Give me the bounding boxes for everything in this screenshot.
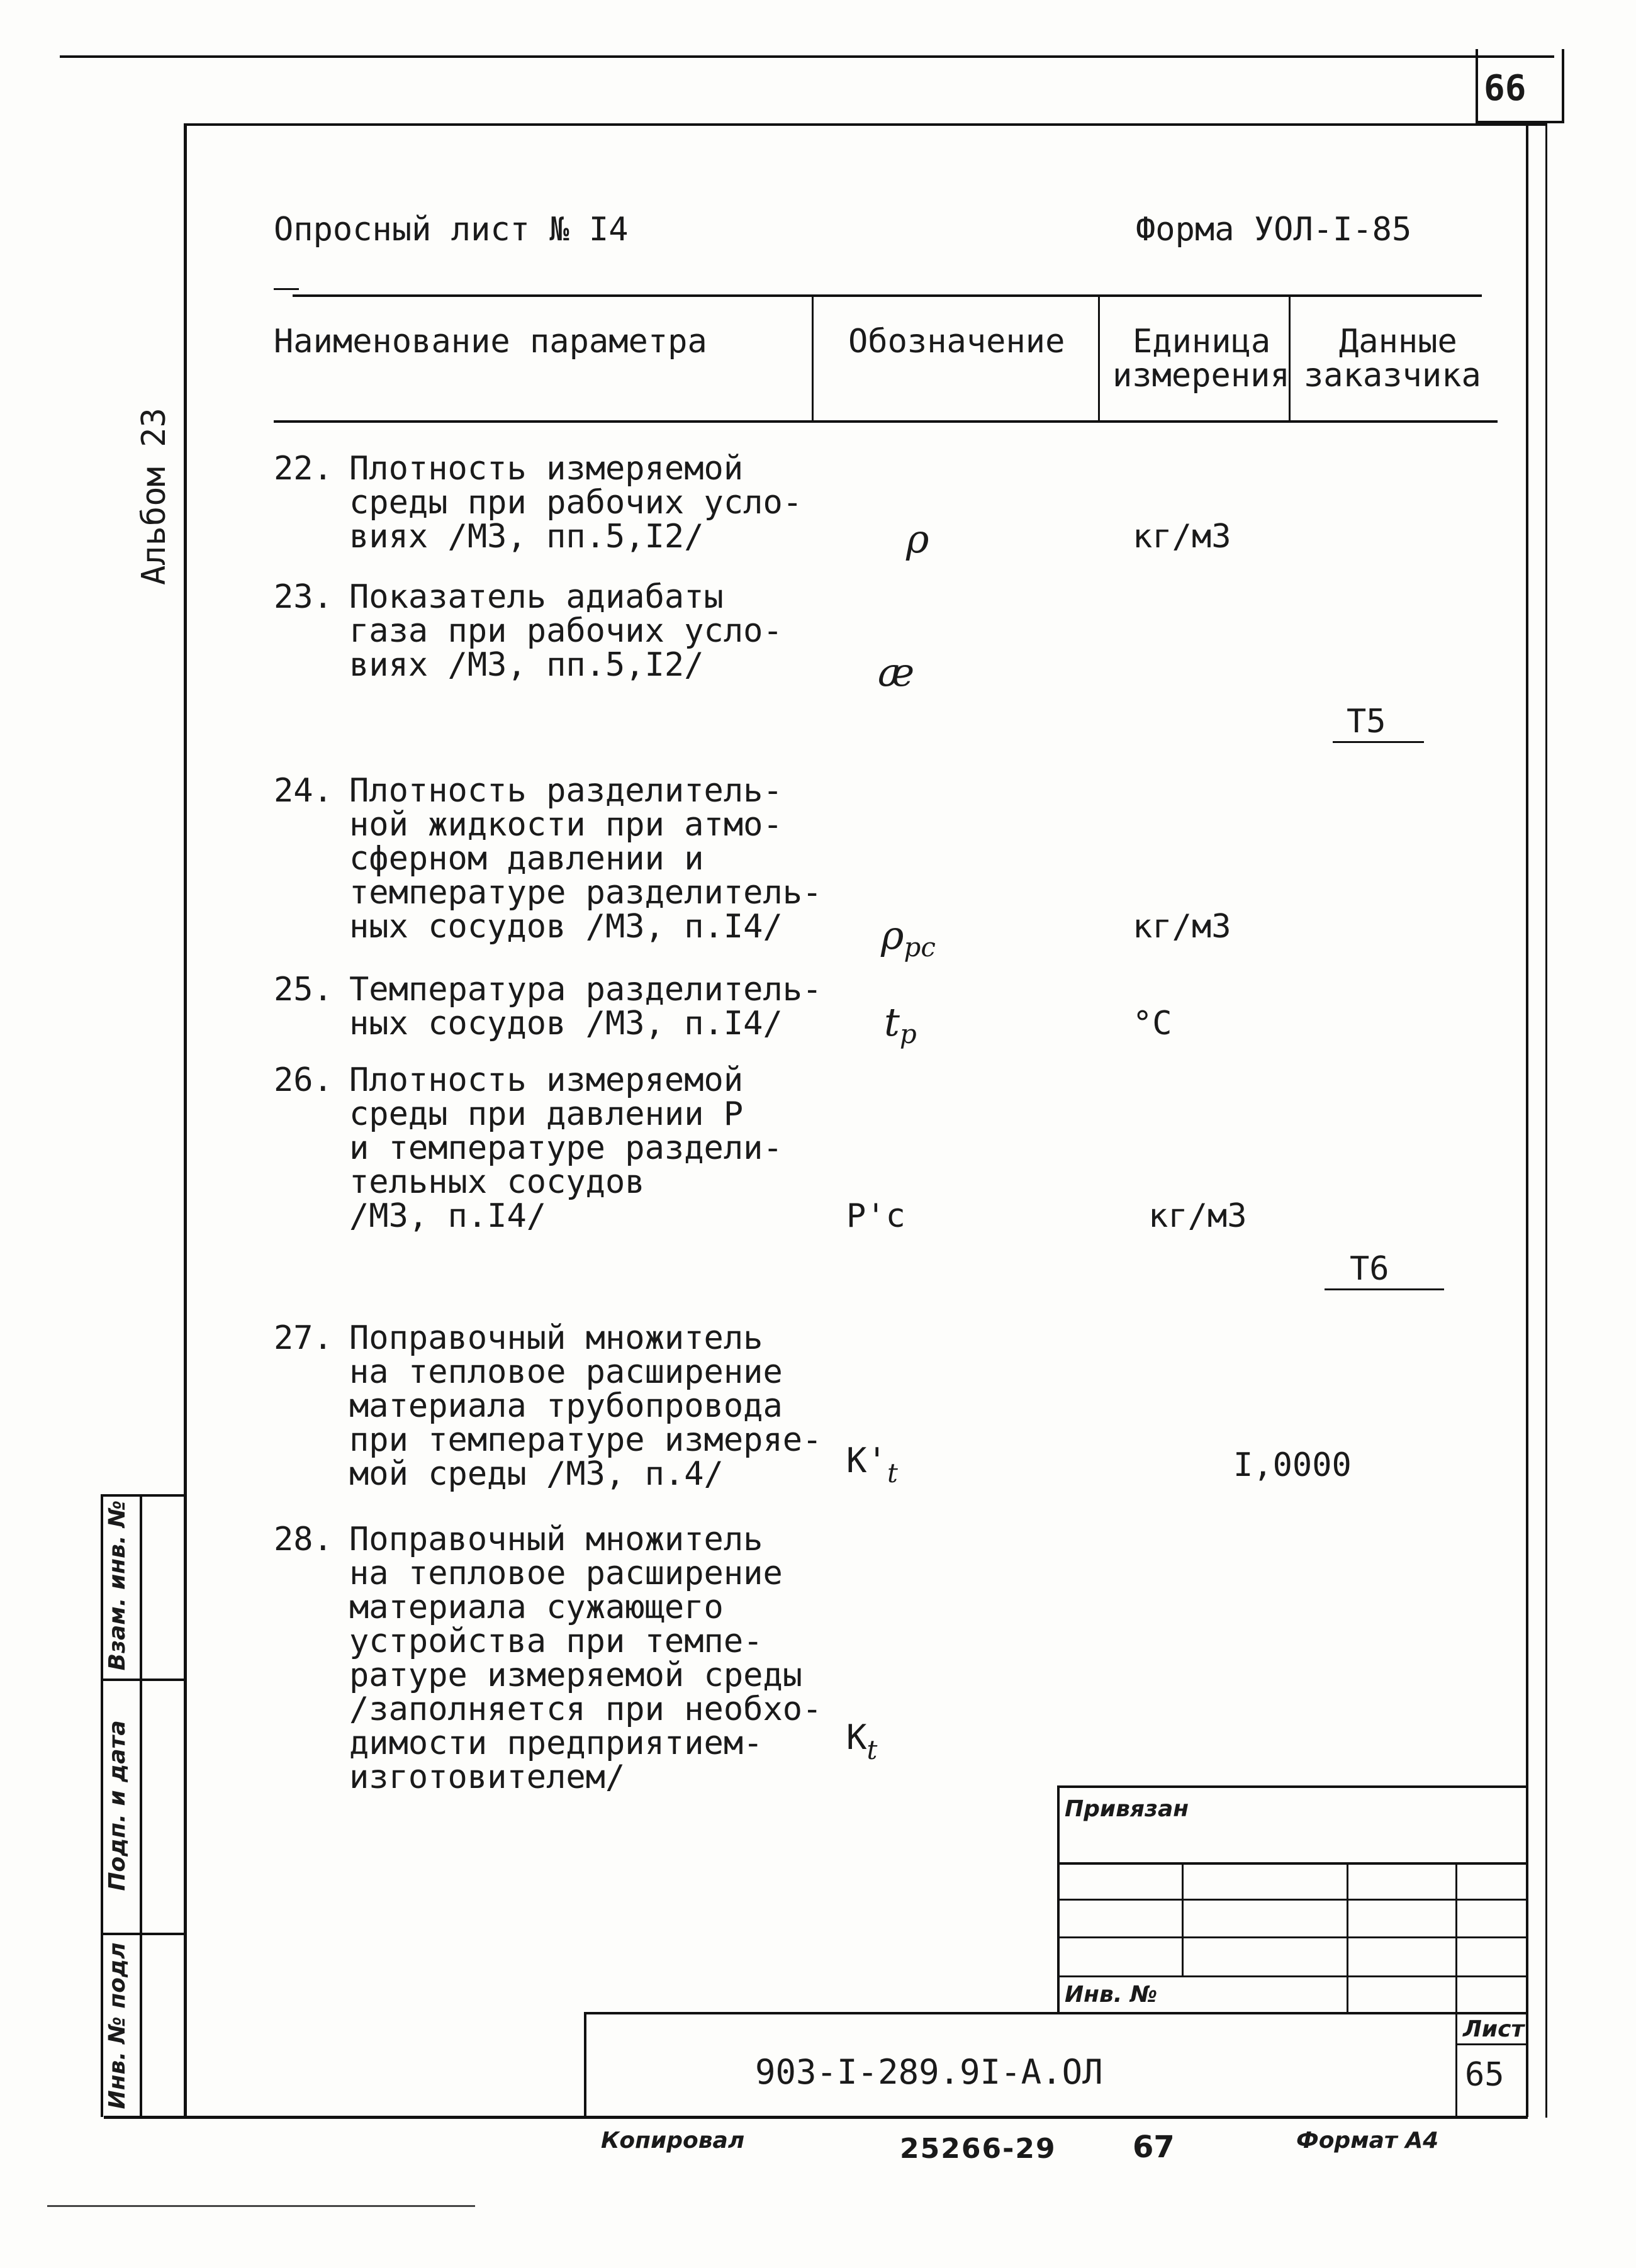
item-25-num: 25. <box>274 971 333 1008</box>
item-28-line-6: /заполняется при необхо- <box>349 1690 822 1728</box>
inner-left-border <box>184 126 187 2117</box>
footer-format: Формат А4 <box>1296 2128 1439 2153</box>
item-25-line-2: ных сосудов /МЗ, п.I4/ <box>349 1005 783 1042</box>
item-26-line-1: Плотность измеряемой <box>349 1061 744 1099</box>
item-28-symbol: Кt <box>846 1718 878 1765</box>
page-title: Опросный лист № I4 <box>274 211 629 249</box>
top-border <box>60 55 1554 58</box>
stamp-podp: Подп. и дата <box>104 1720 130 1891</box>
item-26-num: 26. <box>274 1061 333 1099</box>
item-27-line-5: мой среды /МЗ, п.4/ <box>349 1455 724 1493</box>
item-27-num: 27. <box>274 1319 333 1357</box>
col-header-data-2: заказчика <box>1304 357 1481 394</box>
item-24-line-5: ных сосудов /МЗ, п.I4/ <box>349 908 783 946</box>
item-26-line-5: /МЗ, п.I4/ <box>349 1197 547 1235</box>
title-block-inv-no: Инв. № <box>1065 1982 1158 2008</box>
item-23-num: 23. <box>274 578 333 616</box>
mark-t6: Т6 <box>1350 1250 1389 1288</box>
page-number: 66 <box>1484 68 1527 109</box>
item-26-line-3: и температуре раздели- <box>349 1129 783 1167</box>
item-23-line-1: Показатель адиабаты <box>349 578 724 616</box>
right-double-border <box>1545 123 1547 2118</box>
item-25-line-1: Температура разделитель- <box>349 971 822 1008</box>
header-bottom-rule <box>274 420 1498 423</box>
item-27-value: I,0000 <box>1233 1446 1352 1484</box>
item-22-line-3: виях /МЗ, пп.5,I2/ <box>349 518 704 556</box>
item-24-symbol: ρрс <box>881 912 936 963</box>
item-28-line-7: димости предприятием- <box>349 1724 763 1762</box>
item-23-line-3: виях /МЗ, пп.5,I2/ <box>349 646 704 684</box>
inner-right-border <box>1526 123 1528 2117</box>
col-header-data-1: Данные <box>1339 323 1457 360</box>
doc-code: 903-I-289.9I-А.ОЛ <box>755 2052 1103 2092</box>
item-28-line-8: изготовителем/ <box>349 1758 625 1796</box>
item-27-line-3: материала трубопровода <box>349 1387 783 1425</box>
item-24-line-2: ной жидкости при атмо- <box>349 806 783 844</box>
item-24-unit: кг/м3 <box>1133 908 1231 946</box>
item-24-line-1: Плотность разделитель- <box>349 772 783 810</box>
col-header-unit-2: измерения <box>1112 357 1290 394</box>
item-26-line-4: тельных сосудов <box>349 1163 645 1201</box>
item-24-line-4: температуре разделитель- <box>349 874 822 912</box>
col-header-designation: Обозначение <box>848 323 1065 360</box>
stamp-vzam: Взам. инв. № <box>104 1500 130 1671</box>
item-25-unit: °C <box>1133 1005 1172 1042</box>
item-25-symbol: tр <box>884 999 917 1049</box>
title-block-privyazan: Привязан <box>1065 1796 1189 1822</box>
item-28-num: 28. <box>274 1521 333 1558</box>
footer-kopiroval: Копировал <box>601 2128 745 2153</box>
mark-t5: Т5 <box>1347 703 1386 740</box>
col-header-param: Наименование параметра <box>274 323 707 360</box>
item-28-line-4: устройства при темпе- <box>349 1623 763 1660</box>
col-header-unit-1: Единица <box>1133 323 1271 360</box>
header-top-rule <box>293 294 1482 297</box>
sheet-label: Лист <box>1463 2016 1525 2042</box>
footer-order: 25266-29 <box>900 2133 1056 2165</box>
item-24-num: 24. <box>274 772 333 810</box>
item-22-unit: кг/м3 <box>1133 518 1231 556</box>
item-22-symbol: ρ <box>906 516 929 562</box>
item-23-line-2: газа при рабочих усло- <box>349 612 783 650</box>
item-28-line-2: на тепловое расширение <box>349 1555 783 1592</box>
item-22-line-1: Плотность измеряемой <box>349 450 744 488</box>
item-27-symbol: К't <box>846 1441 898 1489</box>
inner-top-border <box>184 123 1547 126</box>
album-label: Альбом 23 <box>135 408 173 585</box>
item-28-line-1: Поправочный множитель <box>349 1521 763 1558</box>
stamp-inv: Инв. № подл <box>104 1942 130 2109</box>
item-22-num: 22. <box>274 450 333 488</box>
footer-order-page: 67 <box>1133 2130 1175 2165</box>
item-27-line-1: Поправочный множитель <box>349 1319 763 1357</box>
item-23-symbol: æ <box>878 649 915 695</box>
item-27-line-2: на тепловое расширение <box>349 1353 783 1391</box>
item-28-line-5: ратуре измеряемой среды <box>349 1656 803 1694</box>
item-26-line-2: среды при давлении Р <box>349 1095 744 1133</box>
item-27-line-4: при температуре измеряе- <box>349 1421 822 1459</box>
inner-bottom-border <box>104 2116 1528 2119</box>
form-code: Форма УОЛ-I-85 <box>1136 211 1412 249</box>
item-22-line-2: среды при рабочих усло- <box>349 484 803 522</box>
sheet-number: 65 <box>1465 2056 1504 2094</box>
item-28-line-3: материала сужающего <box>349 1589 724 1626</box>
item-26-unit: кг/м3 <box>1148 1197 1247 1235</box>
item-24-line-3: сферном давлении и <box>349 840 704 878</box>
item-26-symbol: Р'с <box>846 1197 905 1235</box>
